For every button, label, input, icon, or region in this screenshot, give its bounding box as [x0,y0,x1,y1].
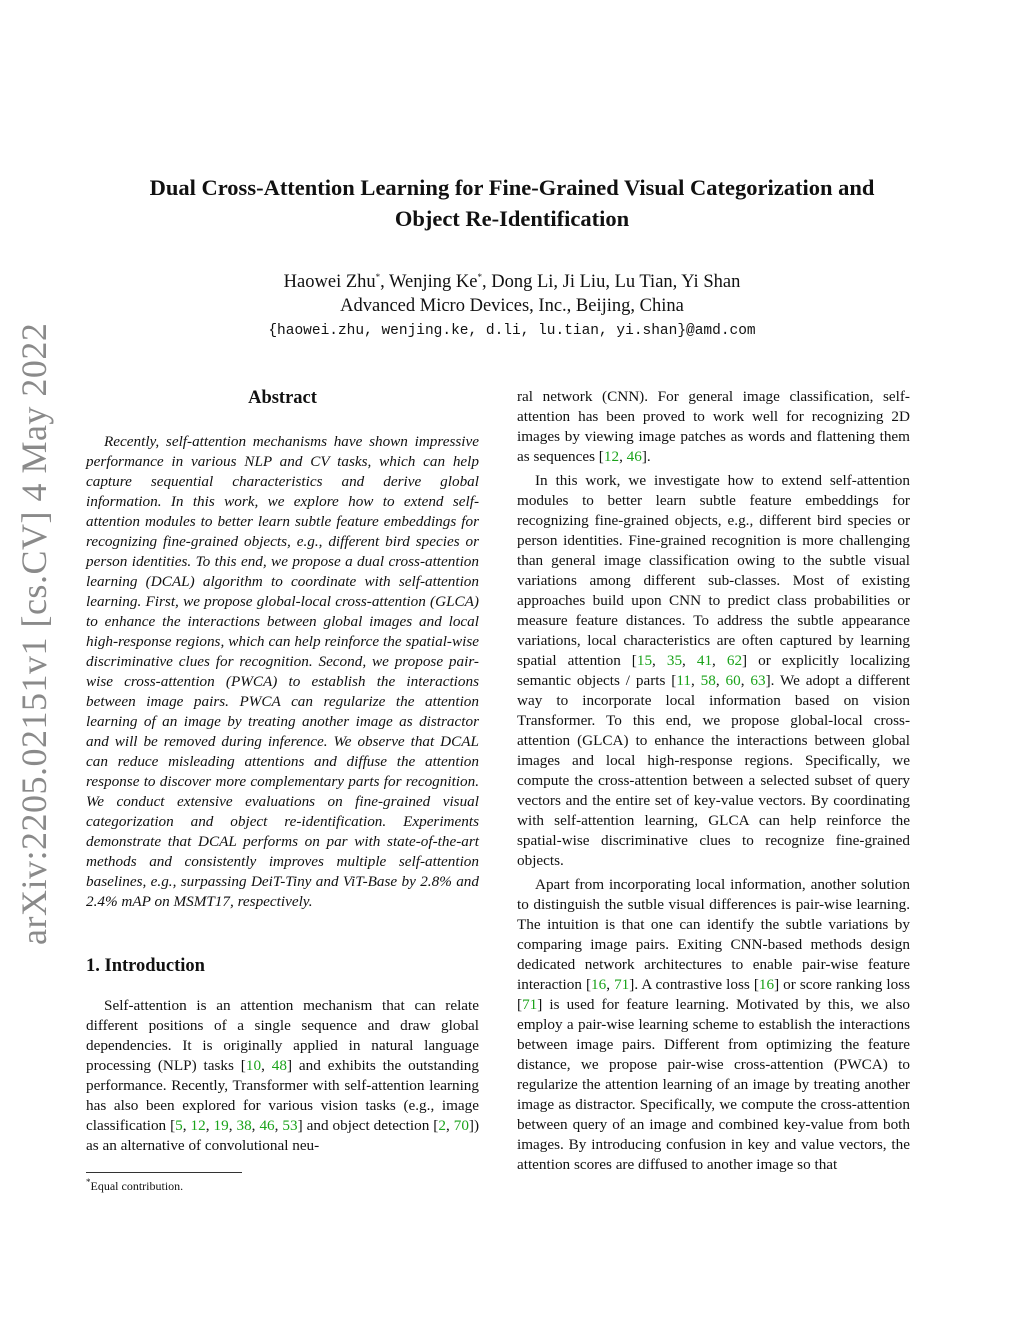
citation-link[interactable]: 48 [271,1057,287,1074]
citation-separator: , [606,976,615,993]
body-text: ]. A contrastive loss [ [629,976,759,993]
introduction-heading: 1. Introduction [86,956,205,976]
citation-link[interactable]: 60 [725,672,741,689]
citation-separator: , [682,652,697,669]
author-text: Haowei Zhu [283,272,376,292]
left-column [86,386,479,1156]
citation-separator: , [274,1117,283,1134]
right-column [517,387,910,1175]
citation-link[interactable]: 12 [190,1117,206,1134]
abstract-heading: Abstract [248,388,317,408]
body-text: ral network (CNN). For general image classification, self-attention has been proved to work well for recognizing 2D images by viewing image patches as words and flattening them as sequences [ [517,388,910,465]
citation-link[interactable]: 46 [626,448,642,465]
footnote-text: Equal contribution. [90,1179,184,1193]
citation-separator: , [740,672,751,689]
citation-separator: , [445,1117,454,1134]
citation-link[interactable]: 46 [259,1117,275,1134]
citation-link[interactable]: 58 [700,672,716,689]
citation-link[interactable]: 62 [726,652,743,669]
footnote-divider [86,1172,242,1173]
citation-link[interactable]: 16 [758,976,775,993]
body-text: Apart from incorporating local information, another solution to distinguish the sutble visual differences is pair-wise learning. The intuition is that one can identify the subtle variations by comparing image pairs. Exiting CNN-based methods design dedicated network architectures to enable pair-wise feature interaction [ [517,876,910,993]
body-text: ]. We adopt a different way to incorporate local information based on vision Transformer. To this end, we propose global-local cross-attention (GLCA) to enhance the interactions between global images and local high-response regions. Specifically, we compute the cross-attention between a selected subset of query vectors and the entire set of key-value vectors. By coordinating with self-attention learning, GLCA can help reinforce the spatial-wise discriminative clues to recognize fine-grained objects. [517,672,911,869]
body-text: In this work, we investigate how to extend self-attention modules to better learn subtle feature embeddings for recognizing fine-grained objects, e.g., different bird species or person identities. Fine-grained recognition is more challenging than general image classification owing to the subtle visual variations among different sub-classes. Most of existing approaches build upon CNN to predict class probabilities or measure feature distances. To address the subtle appearance variations, local characteristics are often captured by learning spatial attention [ [517,472,910,669]
paper-title [80,172,944,234]
citation-separator: , [261,1057,272,1074]
title-line-1: Dual Cross-Attention Learning for Fine-Grained Visual Categorization and [149,175,875,200]
citation-separator: , [619,448,627,465]
body-paragraph-pwca [517,875,910,1175]
author-block [80,270,944,318]
citation-link[interactable]: 63 [750,672,766,689]
citation-link[interactable]: 12 [603,448,620,465]
body-text: ] is used for feature learning. Motivated by this, we also employ a pair-wise learning scheme to establish the interactions between image pairs. Different from optimizing the feature distance, we propose pair-wise cross-attention (PWCA) to regularize the attention learning of an image by treating another image as distractor. Specifically, we compute the cross-attention between query of an image and combined key-value from both images. By introducing confusion in key and value vectors, the attention scores are diffused to another image so that [517,996,910,1173]
citation-link[interactable]: 71 [614,976,630,993]
equal-contribution-mark: * [477,271,482,282]
citation-link[interactable]: 71 [522,996,538,1013]
body-text: ]) as an alternative of convolutional neu- [86,1117,480,1154]
citation-link[interactable]: 70 [453,1117,469,1134]
citation-separator: , [205,1117,214,1134]
footnote-mark: * [86,1177,91,1187]
body-text: ] or explicitly localizing semantic objects / parts [ [517,652,911,689]
citation-separator: , [715,672,726,689]
citation-link[interactable]: 38 [236,1117,252,1134]
author-text: , Wenjing Ke [380,272,478,292]
title-line-2: Object Re-Identification [394,206,630,231]
citation-link[interactable]: 53 [282,1117,298,1134]
author-text: , Dong Li, Ji Liu, Lu Tian, Yi Shan [481,272,741,292]
body-text: ] and exhibits the outstanding performance. Recently, Transformer with self-attention learning has also been explored for various vision tasks (e.g., image classification [ [86,1057,479,1134]
body-paragraph-continued [517,387,910,467]
body-text: ] and object detection [ [297,1117,439,1134]
arxiv-identifier: arXiv:2205.02151v1 [cs.CV] 4 May 2022 [14,322,54,945]
body-text: Self-attention is an attention mechanism that can relate different positions of a single sequence and draw global dependencies. It is originally applied in natural language processing (NLP) tasks [ [86,997,479,1074]
citation-link[interactable]: 19 [213,1117,229,1134]
author-list [80,270,944,294]
citation-link[interactable]: 5 [175,1117,183,1134]
body-text: ] or score ranking loss [ [517,976,911,1013]
citation-separator: , [690,672,701,689]
footnote [86,1178,183,1194]
citation-separator: , [712,652,727,669]
body-paragraph-glca [517,471,910,871]
citation-separator: , [251,1117,260,1134]
citation-link[interactable]: 16 [591,976,607,993]
citation-link[interactable]: 11 [676,672,691,689]
author-emails: {haowei.zhu, wenjing.ke, d.li, lu.tian, yi.shan}@amd.com [268,323,756,339]
citation-separator: , [182,1117,191,1134]
body-text: ]. [641,448,651,465]
abstract-body: Recently, self-attention mechanisms have shown impressive performance in various NLP and CV tasks, which can help capture sequential characteristics and derive global information. In this work, we explore how to extend self-attention modules to better learn subtle feature embeddings for recognizing fine-grained objects, e.g., different bird species or person identities. To this end, we propose a dual cross-attention learning (DCAL) algorithm to coordinate with self-attention learning. First, we propose global-local cross-attention (GLCA) to enhance the interactions between global images and local high-response regions, which can help reinforce the spatial-wise discriminative clues for recognition. Second, we propose pair-wise cross-attention (PWCA) to establish the interactions between image pairs. PWCA can regularize the attention learning of an image by treating another image as distractor and will be removed during inference. We observe that DCAL can reduce misleading attentions and diffuse the attention response to discover more complementary parts for recognition. We conduct extensive evaluations on fine-grained visual categorization and object re-identification. Experiments demonstrate that DCAL performs on par with state-of-the-art methods and consistently improves multiple self-attention baselines, e.g., surpassing DeiT-Tiny and ViT-Base by 2.8% and 2.4% mAP on MSMT17, respectively. [86,433,479,910]
citation-separator: , [652,652,667,669]
citation-link[interactable]: 35 [666,652,683,669]
citation-link[interactable]: 10 [245,1057,262,1074]
introduction-paragraph-1 [86,996,479,1156]
affiliation: Advanced Micro Devices, Inc., Beijing, China [340,296,684,316]
citation-link[interactable]: 41 [696,652,713,669]
citation-separator: , [228,1117,237,1134]
equal-contribution-mark: * [375,271,381,282]
citation-link[interactable]: 15 [636,652,653,669]
citation-link[interactable]: 2 [438,1117,446,1134]
